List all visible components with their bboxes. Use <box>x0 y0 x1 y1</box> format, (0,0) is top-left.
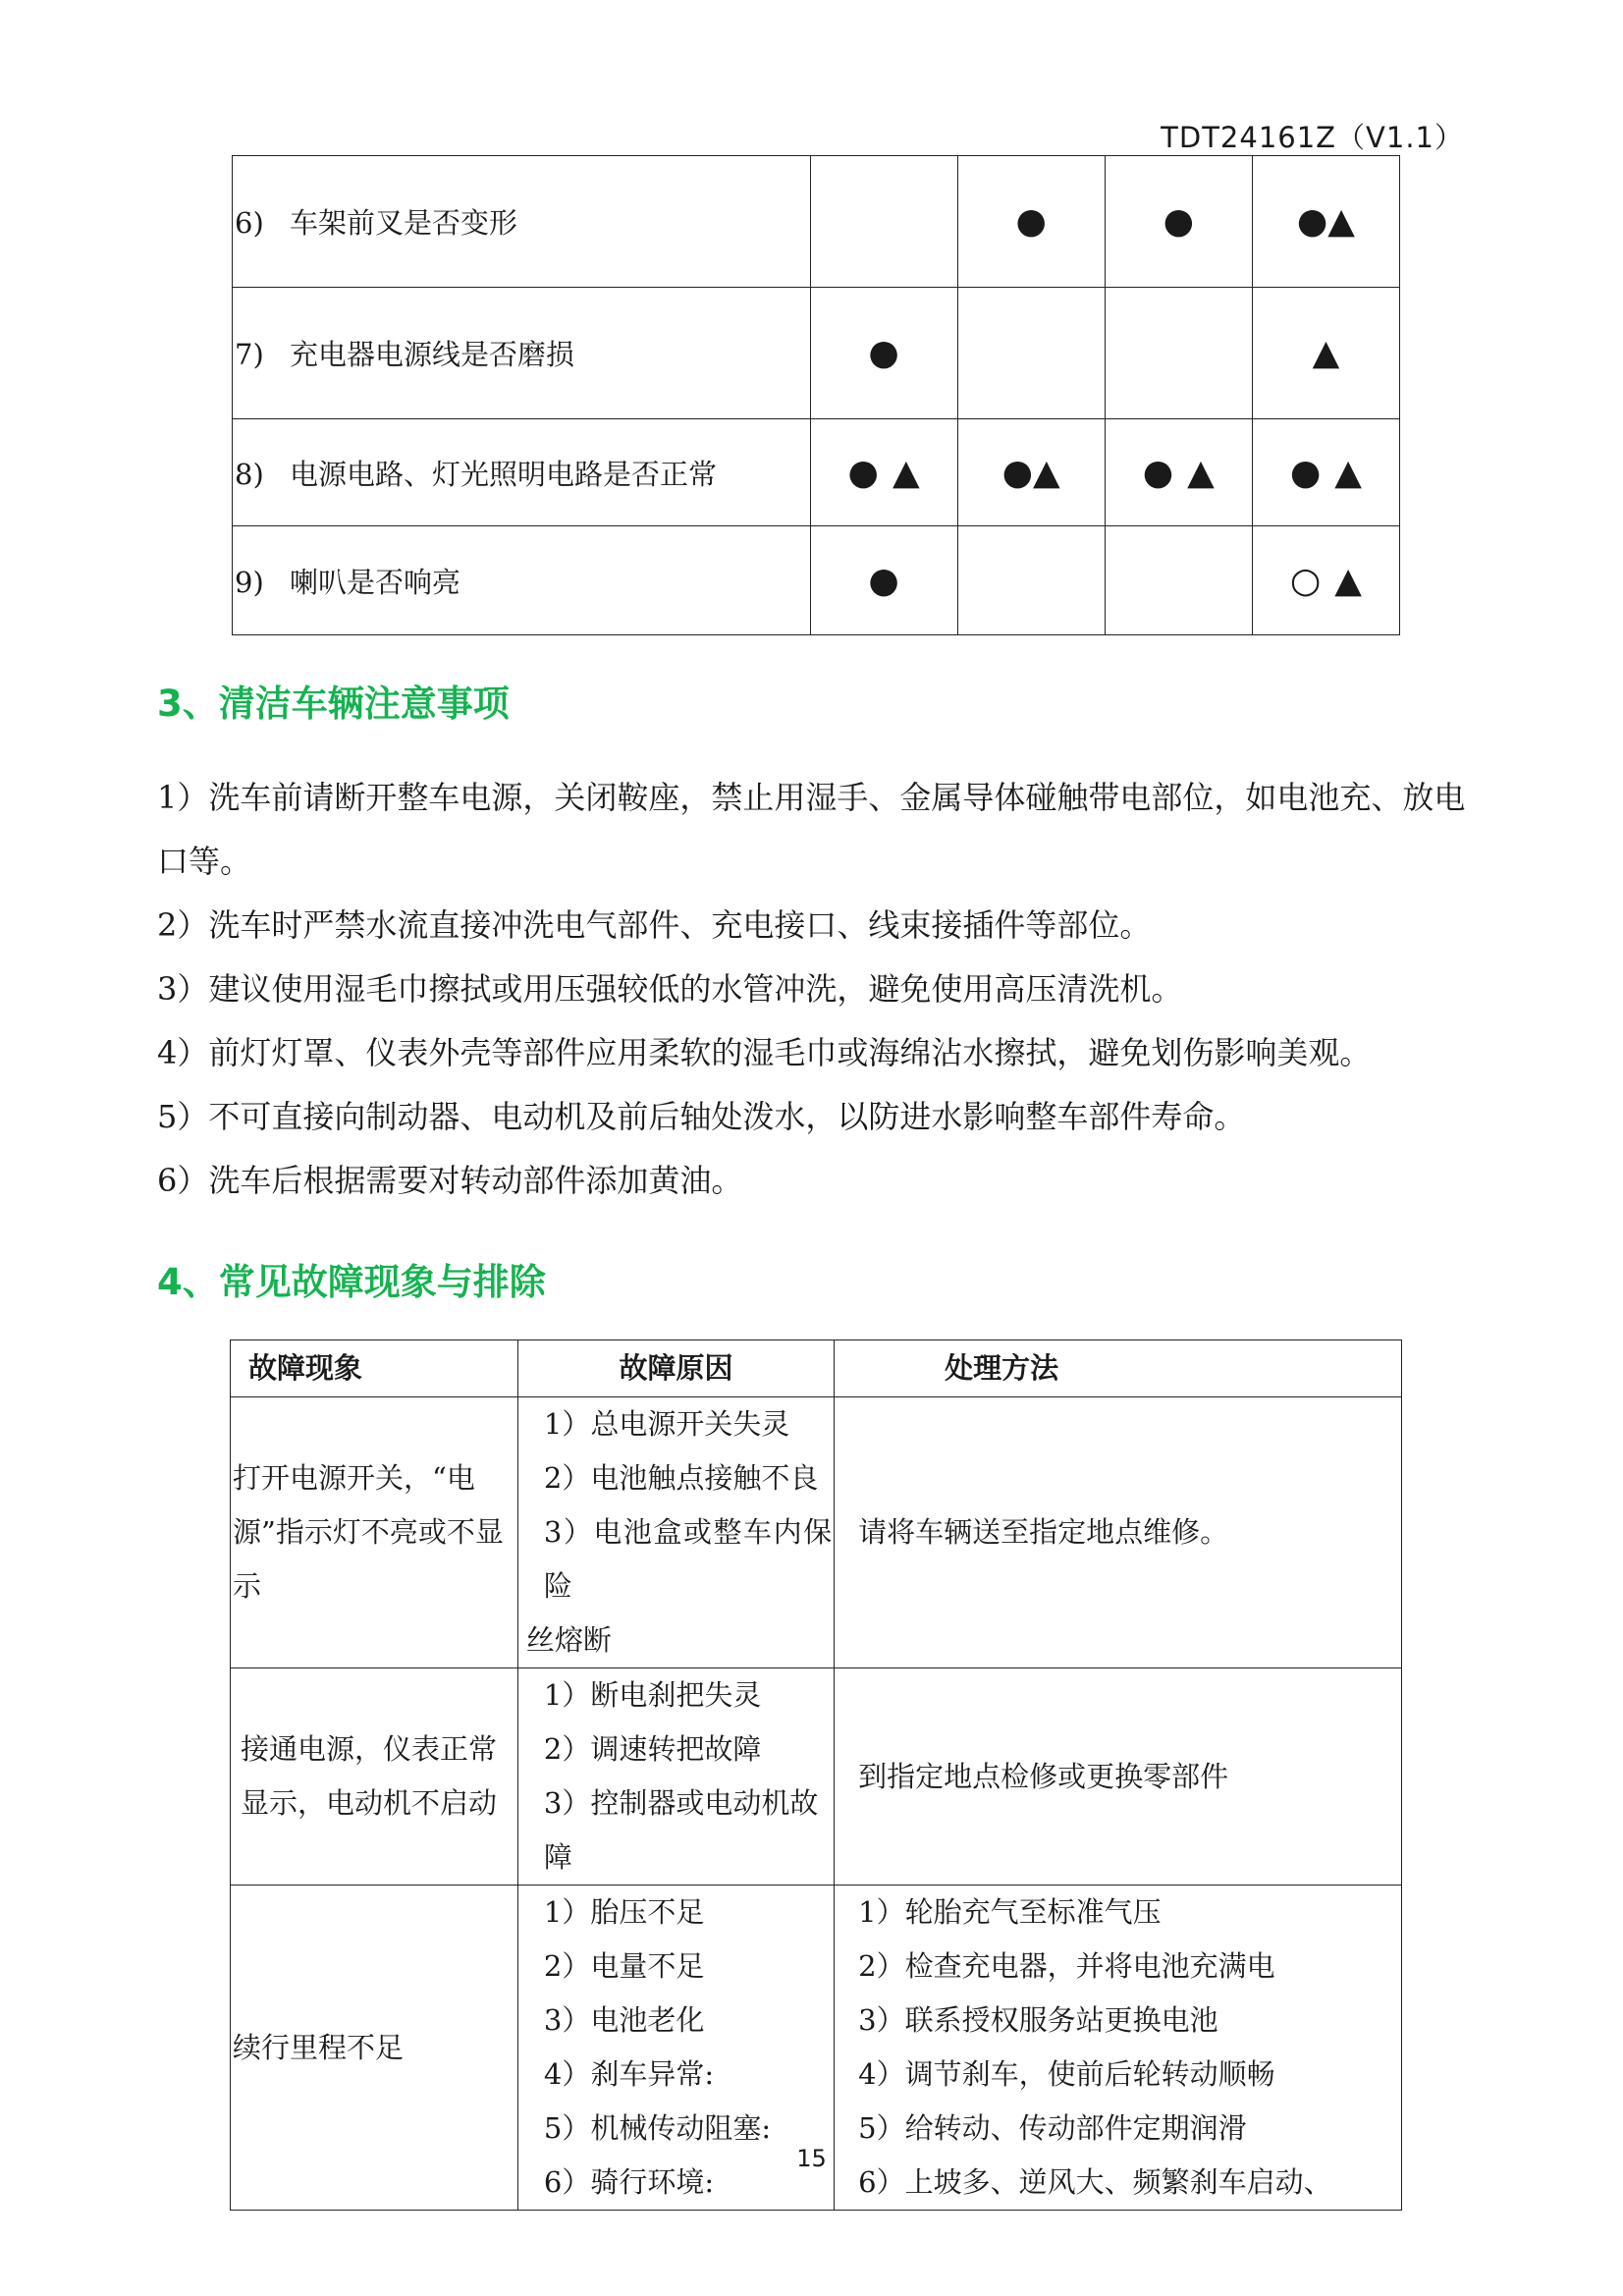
cause-line: 3）电池盒或整车内保险 <box>543 1515 833 1603</box>
mark-cell <box>1252 526 1399 635</box>
mark-cell <box>1105 156 1252 288</box>
method-line: 到指定地点检修或更换零部件 <box>858 1759 1229 1793</box>
mark-cell <box>1105 288 1252 419</box>
item-number: 8) <box>235 457 264 491</box>
filled-circle-icon: ● <box>1289 452 1322 493</box>
triangle-icon: ▲ <box>1334 560 1362 601</box>
cause-line: 1）总电源开关失灵 <box>543 1407 790 1441</box>
item-label: 喇叭是否响亮 <box>290 565 461 599</box>
mark-cell <box>957 156 1105 288</box>
triangle-icon: ▲ <box>1334 452 1362 493</box>
inspection-table <box>232 155 1400 635</box>
list-item: 2）洗车时严禁水流直接冲洗电气部件、充电接口、线束接插件等部位。 <box>157 906 1152 944</box>
item-cell <box>233 419 811 526</box>
item-number: 7) <box>235 338 264 371</box>
list-item: 5）不可直接向制动器、电动机及前后轴处泼水，以防进水影响整车部件寿命。 <box>157 1098 1246 1135</box>
filled-circle-icon: ● <box>1015 201 1047 242</box>
cause-cell <box>517 1668 834 1886</box>
list-item: 4）前灯灯罩、仪表外壳等部件应用柔软的湿毛巾或海绵沾水擦拭，避免划伤影响美观。 <box>157 1034 1372 1071</box>
item-label: 充电器电源线是否磨损 <box>290 338 575 371</box>
fault-table <box>230 1339 1402 2211</box>
phenomenon-cell: 打开电源开关，“电源”指示灯不亮或不显示 <box>231 1397 518 1668</box>
table-header-row <box>231 1340 1402 1397</box>
mark-cell <box>1252 419 1399 526</box>
mark-cell <box>957 419 1105 526</box>
method-cell <box>835 1668 1402 1886</box>
section-3-title: 3、清洁车辆注意事项 <box>157 683 510 725</box>
mark-cell <box>810 288 957 419</box>
list-item: 1）洗车前请断开整车电源，关闭鞍座，禁止用湿手、金属导体碰触带电部位，如电池充、放电口等。 <box>157 779 1466 880</box>
cause-line: 3）控制器或电动机故障 <box>543 1786 819 1874</box>
item-cell <box>233 288 811 419</box>
doc-code: TDT24161Z（V1.1） <box>1161 121 1464 154</box>
item-label: 车架前叉是否变形 <box>290 206 518 240</box>
mark-cell <box>810 419 957 526</box>
item-label: 电源电路、灯光照明电路是否正常 <box>290 457 718 491</box>
method-line: 3）联系授权服务站更换电池 <box>858 2003 1218 2037</box>
cause-line: 丝熔断 <box>525 1623 612 1657</box>
table-row <box>233 419 1400 526</box>
filled-circle-icon: ● <box>868 560 899 601</box>
cause-line: 1）断电刹把失灵 <box>543 1678 762 1712</box>
cause-line: 2）电量不足 <box>543 1949 705 1983</box>
cause-line: 4）刹车异常: <box>543 2057 715 2091</box>
page-number: 15 <box>796 2145 827 2172</box>
table-row <box>231 1668 1402 1886</box>
mark-cell <box>957 526 1105 635</box>
method-line: 1）轮胎充气至标准气压 <box>858 1895 1162 1929</box>
cause-line: 2）电池触点接触不良 <box>543 1461 819 1495</box>
method-line: 2）检查充电器，并将电池充满电 <box>858 1949 1275 1983</box>
open-circle-icon: ○ <box>1289 560 1322 601</box>
mark-cell <box>1252 156 1399 288</box>
mark-cell <box>1252 288 1399 419</box>
triangle-icon: ▲ <box>1312 333 1340 373</box>
table-row <box>233 526 1400 635</box>
filled-circle-icon: ● <box>1142 452 1174 493</box>
method-line: 请将车辆送至指定地点维修。 <box>858 1515 1229 1549</box>
triangle-icon: ▲ <box>1187 452 1215 493</box>
item-cell <box>233 526 811 635</box>
column-header: 处理方法 <box>835 1340 1402 1397</box>
table-row <box>233 156 1400 288</box>
method-line: 5）给转动、传动部件定期润滑 <box>858 2111 1247 2145</box>
mark-cell <box>810 526 957 635</box>
mark-cell <box>957 288 1105 419</box>
filled-circle-icon: ● <box>1296 201 1328 242</box>
mark-cell <box>1105 419 1252 526</box>
triangle-icon: ▲ <box>1327 201 1355 242</box>
item-cell <box>233 156 811 288</box>
table-row <box>231 1397 1402 1668</box>
item-number: 6) <box>235 206 264 240</box>
table-row <box>233 288 1400 419</box>
cause-line: 3）电池老化 <box>543 2003 705 2037</box>
cause-line: 1）胎压不足 <box>543 1895 705 1929</box>
phenomenon-cell: 接通电源，仪表正常显示，电动机不启动 <box>231 1668 518 1886</box>
method-cell <box>835 1397 1402 1668</box>
cause-line: 6）骑行环境: <box>543 2165 715 2199</box>
cause-line: 2）调速转把故障 <box>543 1732 762 1766</box>
method-line: 4）调节刹车，使前后轮转动顺畅 <box>858 2057 1275 2091</box>
list-item: 6）洗车后根据需要对转动部件添加黄油。 <box>157 1162 743 1199</box>
section-4-title: 4、常见故障现象与排除 <box>157 1261 546 1303</box>
filled-circle-icon: ● <box>868 333 899 373</box>
triangle-icon: ▲ <box>1033 452 1060 493</box>
mark-cell <box>1105 526 1252 635</box>
cause-line: 5）机械传动阻塞: <box>543 2111 772 2145</box>
phenomenon-cell: 续行里程不足 <box>231 1886 518 2211</box>
filled-circle-icon: ● <box>1163 201 1194 242</box>
mark-cell <box>810 156 957 288</box>
list-item: 3）建议使用湿毛巾擦拭或用压强较低的水管冲洗，避免使用高压清洗机。 <box>157 970 1183 1008</box>
triangle-icon: ▲ <box>892 452 920 493</box>
cause-cell <box>517 1397 834 1668</box>
filled-circle-icon: ● <box>847 452 879 493</box>
method-line: 6）上坡多、逆风大、频繁刹车启动、 <box>858 2165 1332 2199</box>
column-header: 故障原因 <box>517 1340 834 1397</box>
filled-circle-icon: ● <box>1001 452 1034 493</box>
column-header: 故障现象 <box>231 1340 518 1397</box>
item-number: 9) <box>235 565 264 599</box>
